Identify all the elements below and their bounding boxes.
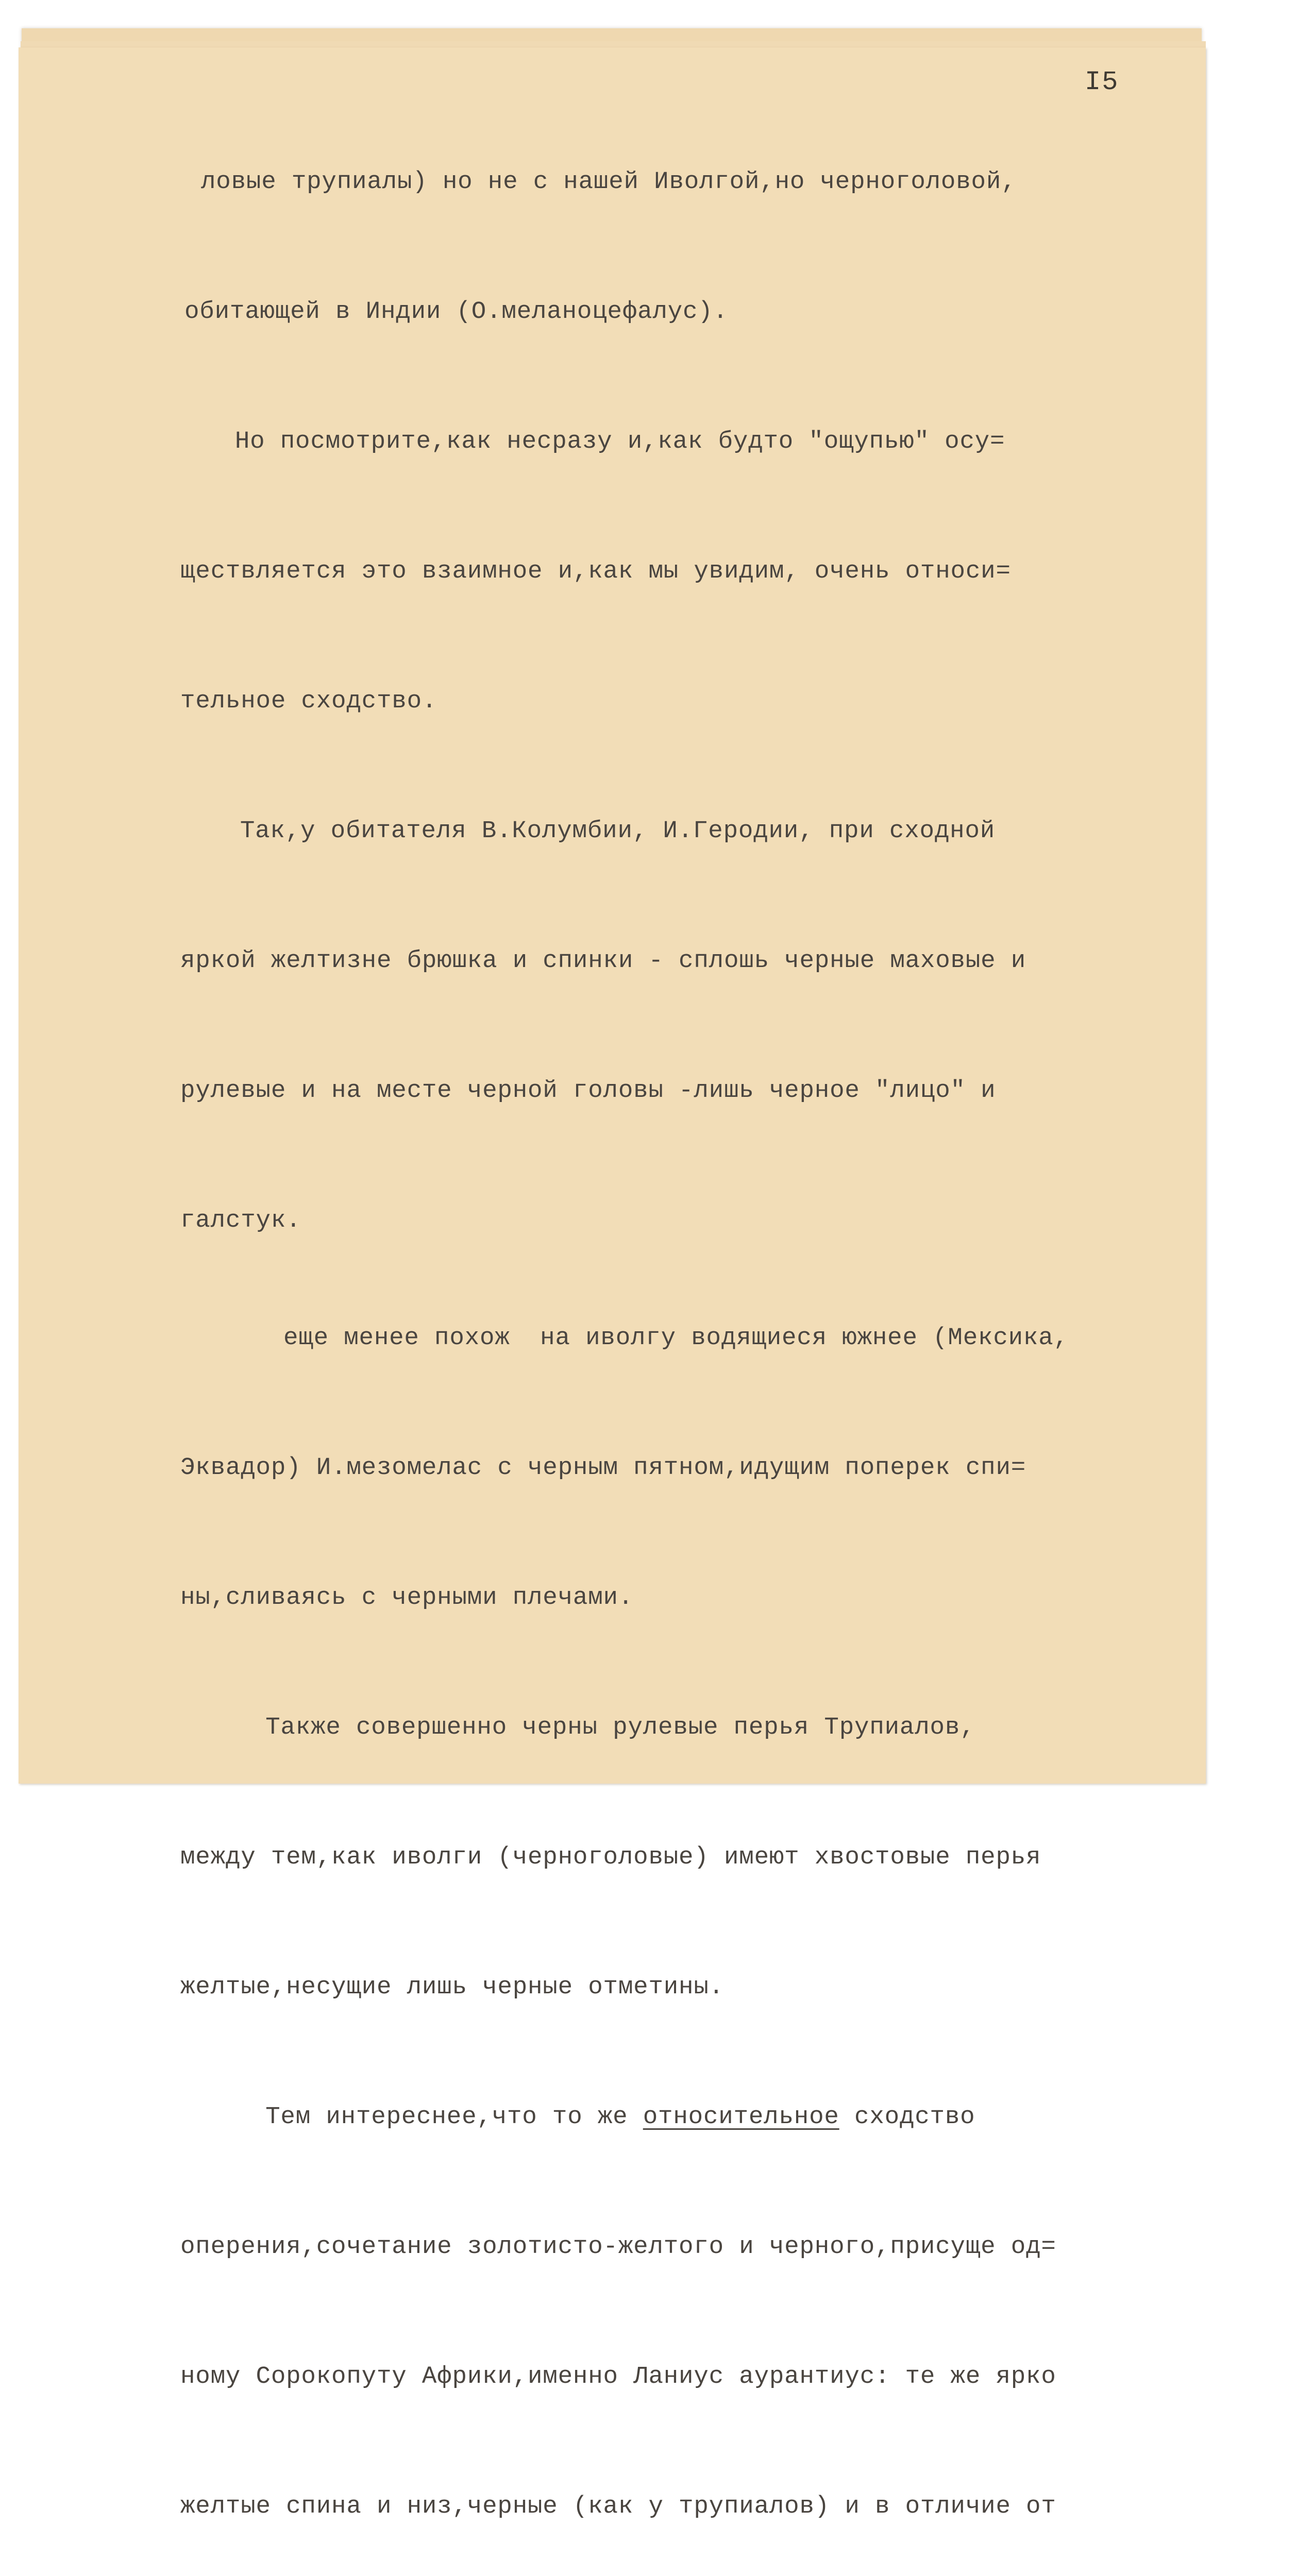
text-segment: сходство	[839, 2103, 975, 2131]
text-line: ловые трупиалы) но не с нашей Иволгой,но черноголовой,	[201, 168, 1017, 196]
text-line: рулевые и на месте черной головы -лишь черное "лицо" и	[180, 1077, 996, 1105]
text-line: желтые,несущие лишь черные отметины.	[180, 1973, 724, 2001]
text-line: ному Сорокопуту Африки,именно Ланиус аурантиус: те же ярко	[180, 2363, 1056, 2391]
text-line: галстук.	[180, 1207, 301, 1234]
text-line: между тем,как иволги (черноголовые) имеют хвостовые перья	[180, 1843, 1041, 1871]
text-line: яркой желтизне брюшка и спинки - сплошь черные маховые и	[180, 947, 1026, 975]
text-line: обитающей в Индии (О.меланоцефалус).	[184, 298, 728, 326]
typewritten-text	[144, 108, 1201, 2576]
text-line: оперения,сочетание золотисто-желтого и черного,присуще од=	[180, 2233, 1056, 2261]
text-line: еще менее похож на иволгу водящиеся южнее (Мексика,	[283, 1324, 1069, 1352]
text-segment: Тем интереснее,что то же	[160, 2103, 643, 2131]
text-line: Но посмотрите,как несразу и,как будто "ощупью" осу=	[144, 428, 1005, 455]
underlined-word: относительное	[643, 2103, 839, 2131]
page-number: I5	[1085, 67, 1119, 97]
text-line: Так,у обитателя В.Колумбии, И.Геродии, при сходной	[149, 817, 996, 845]
text-line: Эквадор) И.мезомелас с черным пятном,идущим поперек спи=	[180, 1454, 1026, 1482]
text-line-with-underline	[160, 2099, 1201, 2173]
text-line: желтые спина и низ,черные (как у трупиалов) и в отличие от	[180, 2493, 1056, 2520]
text-line: ны,сливаясь с черными плечами.	[180, 1584, 634, 1612]
text-line: ществляется это взаимное и,как мы увидим, очень относи=	[180, 557, 1011, 585]
text-line: тельное сходство.	[180, 687, 437, 715]
text-line: Также совершенно черны рулевые перья Трупиалов,	[160, 1714, 975, 1741]
